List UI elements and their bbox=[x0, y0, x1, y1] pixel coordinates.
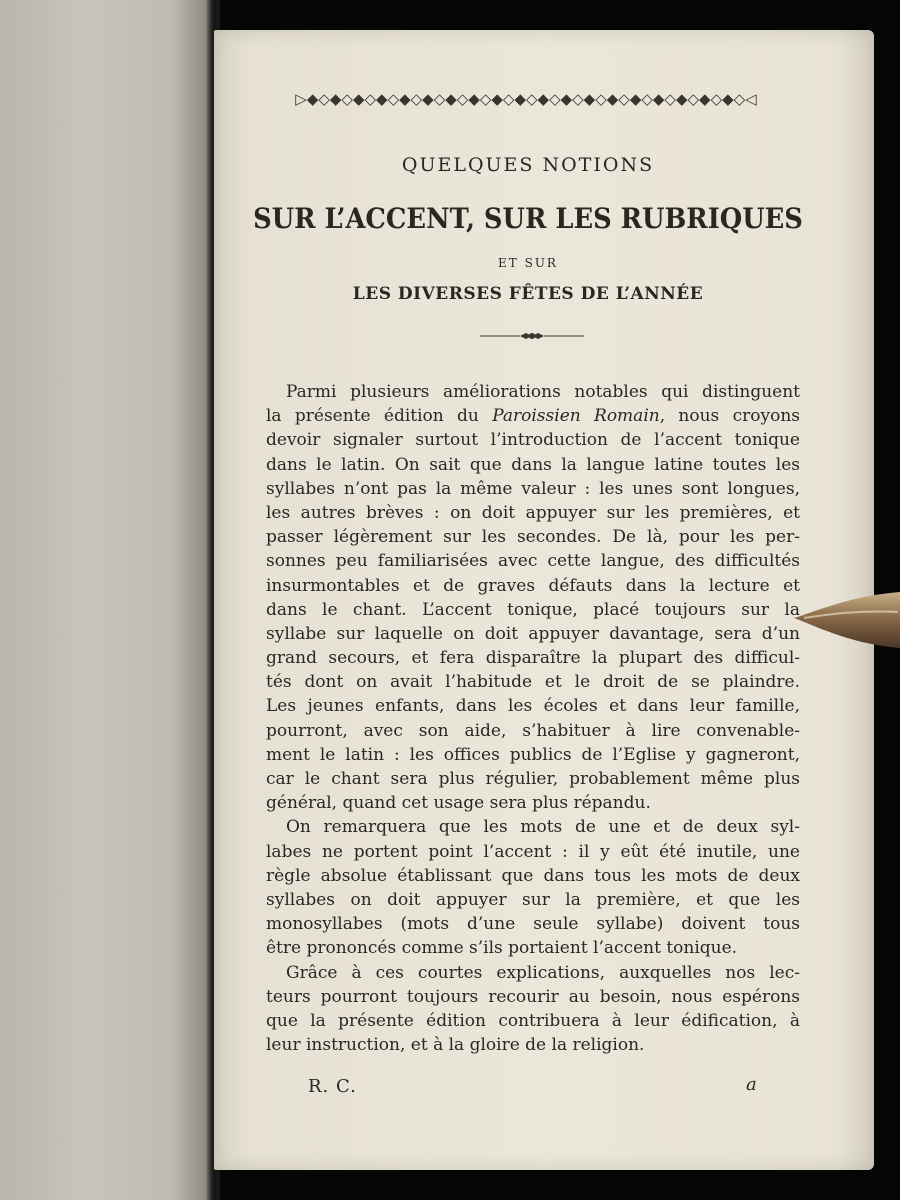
book-title-italic: Paroissien Romain bbox=[492, 406, 660, 427]
pen-nib-icon bbox=[790, 588, 900, 652]
text-line: sonnes peu familiarisées avec cette langue, des difficultés bbox=[266, 551, 800, 572]
heading-line-1: QUELQUES NOTIONS bbox=[401, 154, 655, 176]
text-line: insurmontables et de graves défauts dans la lecture et bbox=[266, 575, 800, 596]
text-line: passer légèrement sur les secondes. De là, pour les per- bbox=[266, 527, 800, 548]
text-line: Parmi plusieurs améliorations notables qui distinguent bbox=[286, 382, 800, 402]
text-line: tés dont on avait l’habitude et le droit de se plaindre. bbox=[266, 672, 800, 693]
text-line: car le chant sera plus régulier, probablement même plus bbox=[266, 769, 800, 789]
text-line: syllabes on doit appuyer sur la première, et que les bbox=[266, 889, 800, 910]
text-line: dans le latin. On sait que dans la langue latine toutes les bbox=[266, 454, 800, 475]
text-line: dans le chant. L’accent tonique, placé toujours sur la bbox=[266, 599, 800, 620]
body-paragraphs bbox=[266, 380, 800, 1057]
text-line: pourront, avec son aide, s’habituer à lire convenable- bbox=[266, 720, 800, 741]
text-line: que la présente édition contribuera à leur édification, à bbox=[266, 1010, 800, 1031]
signature-mark: a bbox=[746, 1074, 757, 1095]
text-line: monosyllabes (mots d’une seule syllabe) doivent tous bbox=[266, 914, 800, 935]
text-line: syllabes n’ont pas la même valeur : les unes sont longues, bbox=[266, 478, 800, 499]
ornamental-header-band: ▷◆◇◆◇◆◇◆◇◆◇◆◇◆◇◆◇◆◇◆◇◆◇◆◇◆◇◆◇◆◇◆◇◆◇◆◇◆◇◁ bbox=[295, 90, 757, 108]
signature-initials: R. C. bbox=[308, 1076, 357, 1097]
text-line: les autres brèves : on doit appuyer sur les premières, et bbox=[266, 502, 800, 523]
text-line: devoir signaler surtout l’introduction de l’accent tonique bbox=[266, 430, 800, 451]
text-line: syllabe sur laquelle on doit appuyer davantage, sera d’un bbox=[266, 623, 800, 644]
text-line: leur instruction, et à la gloire de la religion. bbox=[266, 1035, 645, 1056]
text-line: règle absolue établissant que dans tous les mots de deux bbox=[266, 865, 800, 886]
text-line: On remarquera que les mots de une et de deux syl- bbox=[286, 817, 800, 838]
text-line: labes ne portent point l’accent : il y eût été inutile, une bbox=[266, 841, 800, 862]
text-line: Les jeunes enfants, dans les écoles et dans leur famille, bbox=[266, 696, 800, 717]
text-line: teurs pourront toujours recourir au besoin, nous espérons bbox=[266, 986, 800, 1007]
heading-line-2: SUR L’ACCENT, SUR LES RUBRIQUES bbox=[253, 202, 803, 235]
heading-line-4: LES DIVERSES FÊTES DE L’ANNÉE bbox=[352, 284, 704, 304]
book-page bbox=[214, 30, 874, 1170]
divider-ornament-icon bbox=[480, 328, 584, 344]
text-line: ment le latin : les offices publics de l’Eglise y gagneront, bbox=[266, 744, 800, 765]
text-line: Grâce à ces courtes explications, auxquelles nos lec- bbox=[286, 962, 800, 983]
text-line: grand secours, et fera disparaître la plupart des difficul- bbox=[266, 648, 800, 669]
text-line: être prononcés comme s’ils portaient l’accent tonique. bbox=[266, 938, 738, 959]
facing-page bbox=[0, 0, 214, 1200]
text-line: général, quand cet usage sera plus répandu. bbox=[266, 793, 651, 814]
heading-line-3: ET SUR bbox=[498, 256, 558, 270]
text-line: la présente édition du Paroissien Romain, nous croyons bbox=[266, 406, 800, 427]
